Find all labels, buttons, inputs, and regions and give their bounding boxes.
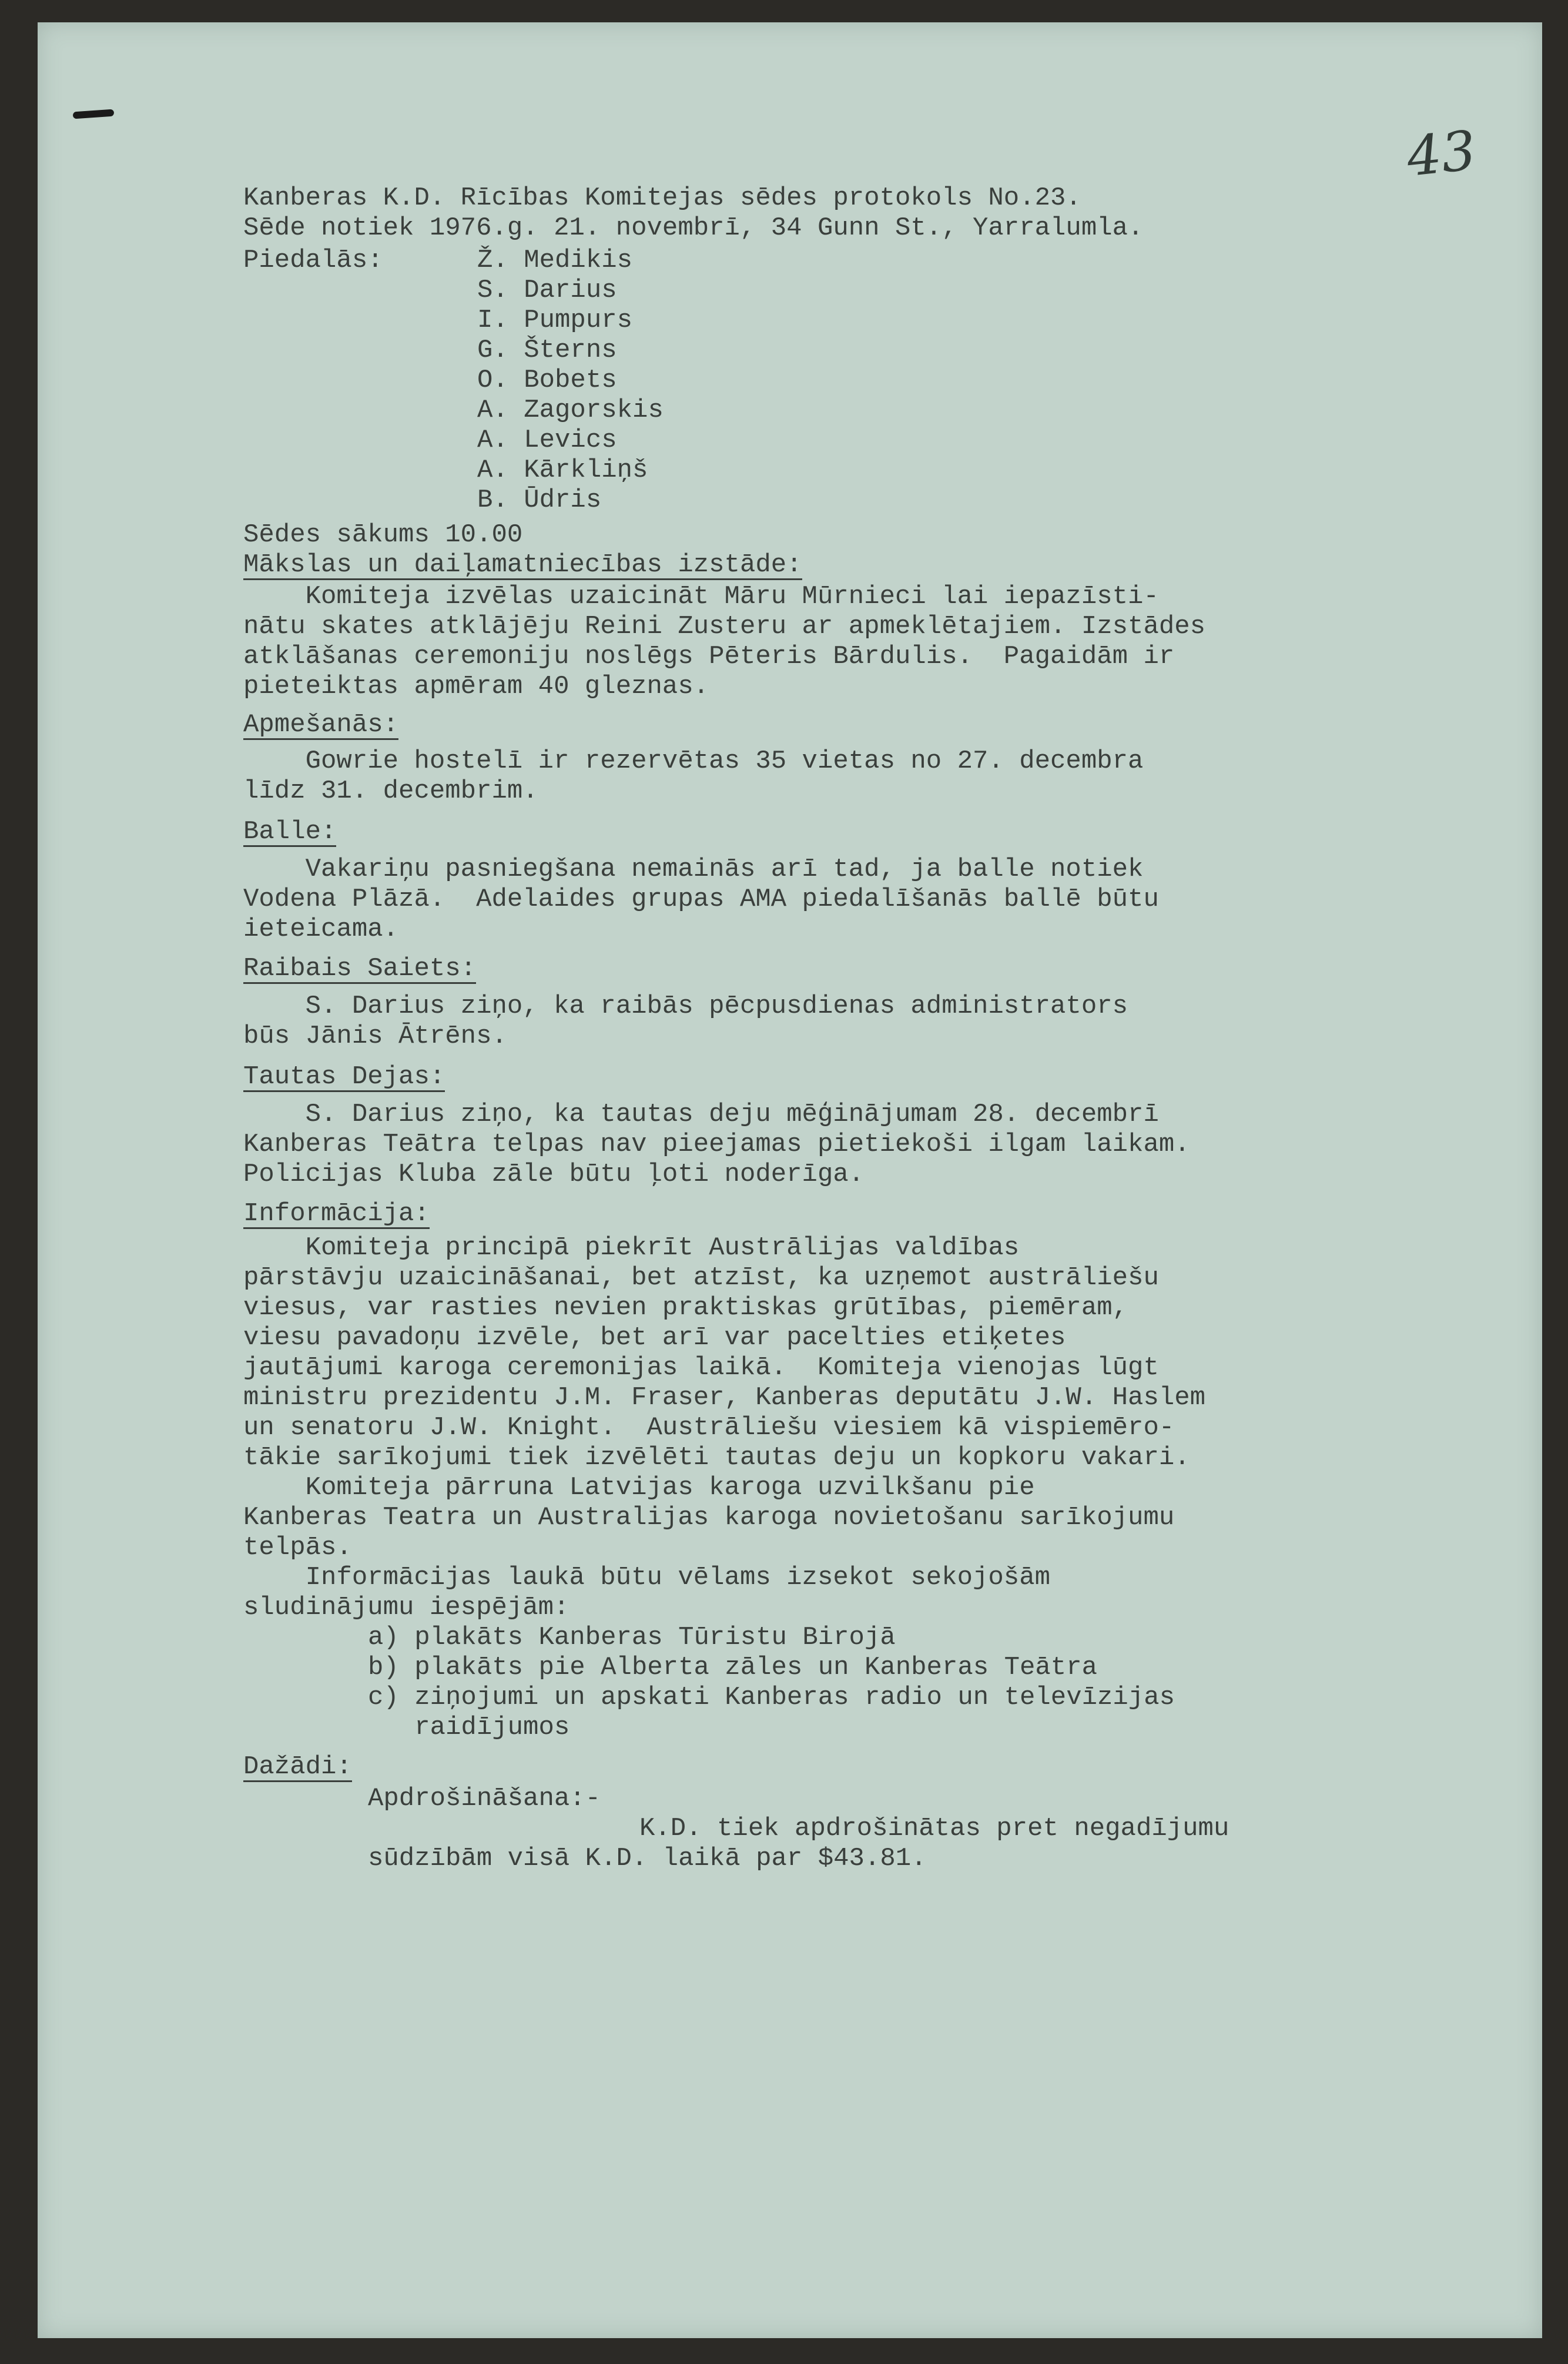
meeting-start: Sēdes sākums 10.00 [243, 520, 523, 550]
section-misc-body [243, 1784, 1442, 1874]
paragraph-line: līdz 31. decembrim. [243, 776, 538, 806]
paragraph-line: Komiteja izvēlas uzaicināt Māru Mūrnieci lai iepazīsti- [243, 582, 1159, 611]
paragraph-line: jautājumi karoga ceremonijas laikā. Komiteja vienojas lūgt [243, 1353, 1159, 1382]
section-heading-lodging: Apmešanās: [243, 710, 399, 739]
list-item: a) plakāts Kanberas Tūristu Birojā [368, 1623, 896, 1652]
section-heading-variety: Raibais Saiets: [243, 954, 477, 983]
paragraph-line: Vodena Plāzā. Adelaides grupas AMA piedalīšanās ballē būtu [243, 885, 1159, 914]
list-item: c) ziņojumi un apskati Kanberas radio un televīzijas [368, 1683, 1175, 1712]
paragraph-line: nātu skates atklājēju Reini Zusteru ar apmeklētajiem. Izstādes [243, 612, 1206, 641]
attendee: O. Bobets [477, 366, 617, 395]
list-item: raidījumos [368, 1713, 570, 1742]
handwritten-page-number: 43 [1403, 119, 1479, 189]
paragraph-line: pieteiktas apmēram 40 gleznas. [243, 672, 709, 701]
paragraph-line: Informācijas laukā būtu vēlams izsekot sekojošām [243, 1563, 1051, 1592]
paragraph-line: ieteicama. [243, 915, 399, 944]
paragraph-line: būs Jānis Ātrēns. [243, 1022, 507, 1051]
paragraph-line: S. Darius ziņo, ka raibās pēcpusdienas administrators [243, 992, 1128, 1021]
section-heading-ball: Balle: [243, 817, 337, 846]
attendance-label: Piedalās: [243, 246, 383, 275]
paragraph-line: Policijas Kluba zāle būtu ļoti noderīga. [243, 1160, 865, 1189]
paragraph-line: atklāšanas ceremoniju noslēgs Pēteris Bārdulis. Pagaidām ir [243, 642, 1175, 671]
paragraph-line: Gowrie hostelī ir rezervētas 35 vietas no 27. decembra [243, 746, 1144, 776]
paragraph-line: Komiteja principā piekrīt Austrālijas valdības [243, 1233, 1020, 1263]
paragraph-line: Vakariņu pasniegšana nemainās arī tad, ja balle notiek [243, 855, 1144, 884]
attendee: B. Ūdris [477, 485, 602, 515]
paragraph-line: telpās. [243, 1533, 352, 1562]
subheading-insurance: Apdrošināšana:- [368, 1784, 601, 1813]
section-information-body [243, 1233, 1442, 1743]
attendee: Ž. Medikis [477, 246, 633, 275]
list-item: b) plakāts pie Alberta zāles un Kanberas Teātra [368, 1653, 1098, 1682]
minutes-document [243, 183, 1442, 1877]
attendance-list [243, 246, 1442, 515]
section-heading-folk-dances: Tautas Dejas: [243, 1062, 445, 1091]
paragraph-line: Kanberas Teatra un Australijas karoga novietošanu sarīkojumu [243, 1503, 1175, 1532]
section-folk-dances-body [243, 1100, 1442, 1190]
document-title: Kanberas K.D. Rīcības Komitejas sēdes protokols No.23. [243, 183, 1081, 213]
paragraph-line: viesu pavadoņu izvēle, bet arī var pacelties etiķetes [243, 1323, 1066, 1352]
paragraph-line: S. Darius ziņo, ka tautas deju mēģinājumam 28. decembrī [243, 1100, 1159, 1129]
attendee: A. Levics [477, 426, 617, 455]
paragraph-line: un senatoru J.W. Knight. Austrāliešu viesiem kā vispiemēro- [243, 1413, 1175, 1442]
section-ball-body [243, 855, 1442, 945]
paragraph-line: pārstāvju uzaicināšanai, bet atzīst, ka uzņemot austrāliešu [243, 1263, 1159, 1293]
attendee: G. Šterns [477, 336, 617, 365]
paragraph-line: K.D. tiek apdrošinātas pret negadījumu [639, 1814, 1229, 1843]
ink-mark [73, 109, 115, 119]
meeting-date-line: Sēde notiek 1976.g. 21. novembrī, 34 Gunn St., Yarralumla. [243, 213, 1144, 243]
section-heading-misc: Dažādi: [243, 1752, 352, 1782]
section-variety-body [243, 992, 1442, 1052]
paragraph-line: Komiteja pārruna Latvijas karoga uzvilkšanu pie [243, 1473, 1035, 1502]
paragraph-line: ministru prezidentu J.M. Fraser, Kanberas deputātu J.W. Haslem [243, 1383, 1206, 1412]
paragraph-line: tākie sarīkojumi tiek izvēlēti tautas deju un kopkoru vakari. [243, 1443, 1190, 1472]
paragraph-line: Kanberas Teātra telpas nav pieejamas pietiekoši ilgam laikam. [243, 1130, 1190, 1159]
section-art-body [243, 582, 1442, 702]
section-heading-art: Mākslas un daiļamatniecības izstāde: [243, 550, 802, 580]
attendee: S. Darius [477, 276, 617, 305]
paragraph-line: sludinājumu iespējām: [243, 1593, 569, 1622]
attendee: A. Kārkliņš [477, 456, 648, 485]
section-heading-information: Informācija: [243, 1199, 430, 1228]
paragraph-line: sūdzībām visā K.D. laikā par $43.81. [368, 1844, 927, 1873]
section-lodging-body [243, 746, 1442, 806]
attendee: I. Pumpurs [477, 306, 633, 335]
paragraph-line: viesus, var rasties nevien praktiskas grūtības, piemēram, [243, 1293, 1128, 1322]
attendee: A. Zagorskis [477, 396, 664, 425]
attendance-block [243, 246, 1442, 515]
